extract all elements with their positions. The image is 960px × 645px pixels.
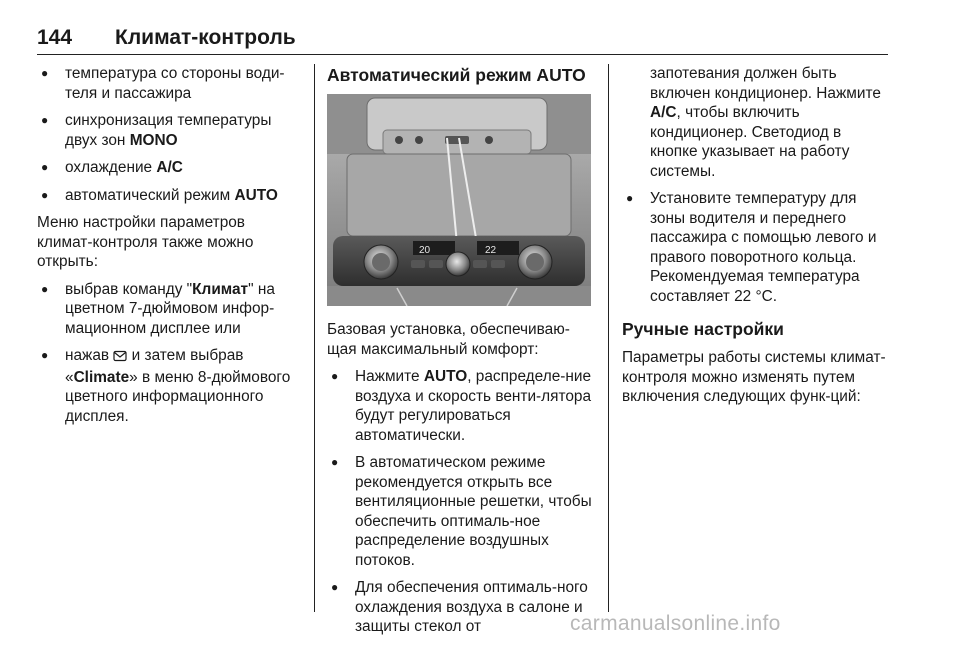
column-2: [327, 64, 595, 645]
list-item: ● температура со стороны води-теля и пассажира: [37, 64, 301, 103]
temp-left-display: 20: [419, 245, 431, 256]
list-item: ● Установите температуру для зоны водителя и переднего пассажира с помощью левого и правого поворотного кольца. Рекомендуемая температура составляет 22 °C.: [622, 189, 892, 306]
section-heading: Ручные настройки: [622, 319, 784, 339]
page-number: 144: [37, 26, 73, 49]
climate-panel-photo: [327, 94, 591, 306]
page-header: [37, 26, 888, 55]
mail-icon: [113, 348, 127, 368]
list-item: ● выбрав команду "Климат" на цветном 7-дюймовом инфор-мационном дисплее или: [37, 280, 301, 339]
section-heading: Автоматический режим AUTO: [327, 65, 586, 85]
list-item: ● синхронизация температуры двух зон MONO: [37, 111, 301, 150]
paragraph: Меню настройки параметров климат-контроля также можно открыть:: [37, 214, 254, 270]
page-title: Климат-контроль: [115, 26, 296, 49]
column-divider: [608, 64, 609, 612]
column-1: [37, 64, 301, 434]
column-divider: [314, 64, 315, 612]
paragraph: Параметры работы системы климат-контроля можно изменять путем включения следующих функ-ций:: [622, 349, 886, 405]
list-item: ● нажав и затем выбрав «Climate» в меню 8-дюймового цветного информационного дисплея.: [37, 346, 301, 426]
list-item: ● Нажмите AUTO, распределе-ние воздуха и скорость венти-лятора будут регулироваться автоматически.: [327, 367, 595, 445]
list-item-continued: запотевания должен быть включен кондиционер. Нажмите A/C, чтобы включить кондиционер. Светодиод в кнопке указывает на работу системы.: [650, 65, 881, 180]
watermark: carmanualsonline.info: [570, 612, 781, 635]
list-item: ● автоматический режим AUTO: [37, 186, 301, 206]
temp-right-display: 22: [485, 245, 497, 256]
list-item: ● В автоматическом режиме рекомендуется открыть все вентиляционные решетки, чтобы обеспечить оптималь-ное распределение воздушных потоков.: [327, 453, 595, 570]
list-item: ● охлаждение A/C: [37, 158, 301, 178]
column-3: [622, 64, 892, 415]
paragraph: Базовая установка, обеспечиваю-щая максимальный комфорт:: [327, 321, 570, 358]
list-item: ● Для обеспечения оптималь-ного охлаждения воздуха в салоне и защиты стекол от: [327, 578, 595, 637]
